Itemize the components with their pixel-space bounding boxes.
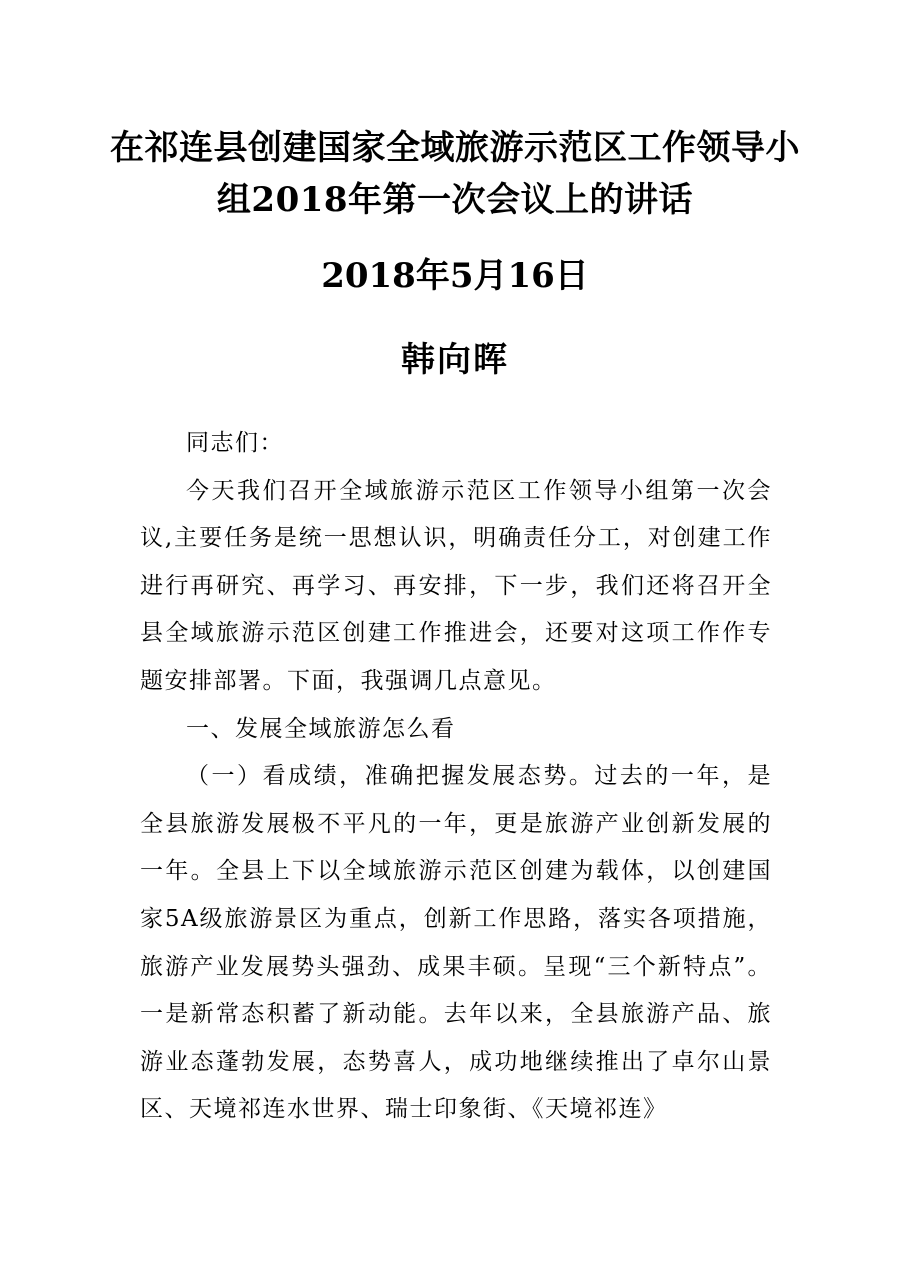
section-heading: 一、发展全域旅游怎么看	[186, 715, 456, 742]
intro-paragraph: 今天我们召开全域旅游示范区工作领导小组第一次会议,主要任务是统一思想认识，明确责任分工，对创建工作进行再研究、再学习、再安排，下一步，我们还将召开全县全域旅游示范区创建工作推进会，还要对这项工作作专题安排部署。下面，我强调几点意见。	[140, 477, 772, 694]
document-date: 2018年5月16日	[321, 256, 589, 296]
body-paragraph: （一）看成绩，准确把握发展态势。过去的一年，是全县旅游发展极不平凡的一年，更是旅游产业创新发展的一年。全县上下以全域旅游示范区创建为载体，以创建国家5A级旅游景区为重点，创新工作思路，落实各项措施，旅游产业发展势头强劲、成果丰硕。呈现“三个新特点”。一是新常态积蓄了新动能。去年以来，全县旅游产品、旅游业态蓬勃发展，态势喜人，成功地继续推出了卓尔山景区、天境祁连水世界、瑞士印象街、《天境祁连》	[140, 763, 772, 1123]
document-body	[140, 420, 772, 1134]
document-author: 韩向晖	[401, 340, 509, 380]
salutation-paragraph: 同志们：	[186, 430, 284, 456]
document-title: 在祁连县创建国家全域旅游示范区工作领导小组2018年第一次会议上的讲话	[110, 128, 800, 220]
